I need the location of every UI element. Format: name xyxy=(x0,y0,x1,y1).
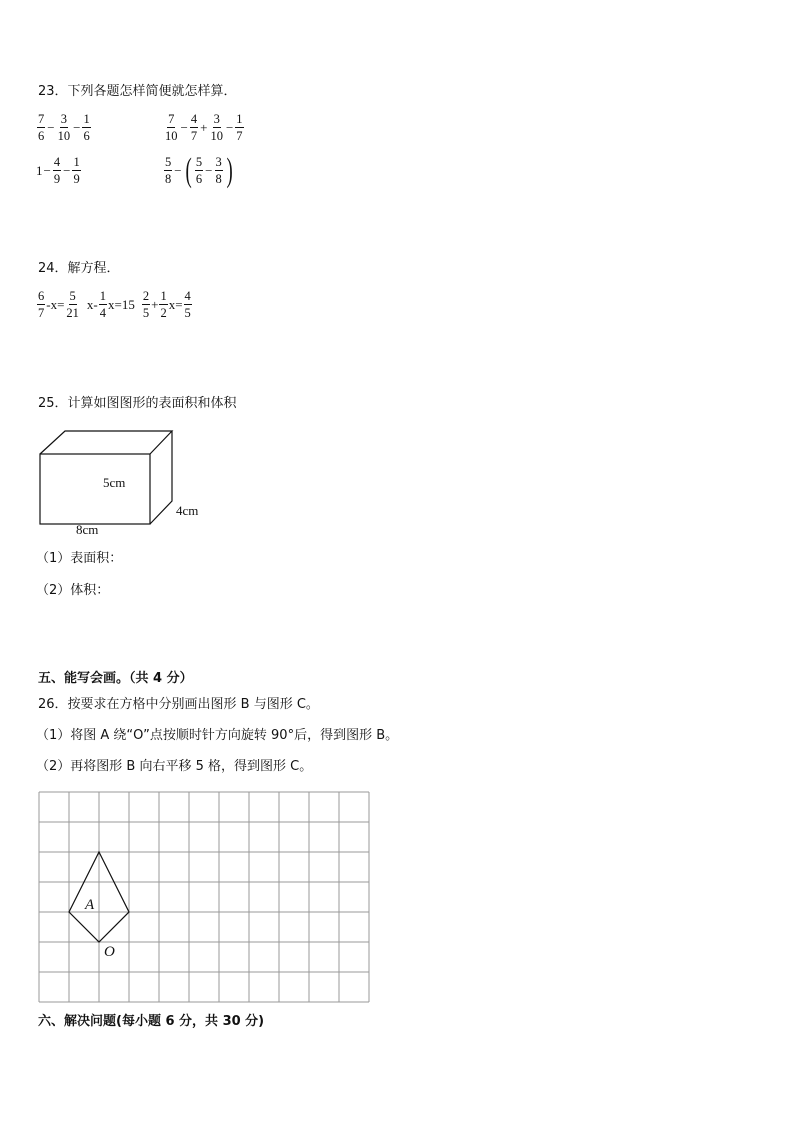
q26-step-2: （2）再将图形 B 向右平移 5 格，得到图形 C。 xyxy=(36,759,313,774)
fraction: $\frac{3}{8}$ xyxy=(215,155,222,186)
q25-title: 25．计算如图图形的表面积和体积 xyxy=(38,396,237,411)
fraction: $\frac{1}{2}$ xyxy=(160,289,167,320)
fraction: $\frac{1}{9}$ xyxy=(73,155,80,186)
q25-volume: （2）体积： xyxy=(36,583,110,598)
section-6-title: 六、解决问题(每小题 6 分，共 30 分) xyxy=(38,1014,265,1029)
q24-equations: $\frac{6}{7}$ -x= $\frac{5}{21}$ x- $\frac{1}{4}$ x=15 $\frac{2}{5}$ + $\frac{1}{2}$ x= $\frac{4}{5}$ xyxy=(38,289,191,320)
label-height: 5cm xyxy=(103,475,126,490)
fraction: $\frac{5}{6}$ xyxy=(195,155,203,186)
q26-step-1: （1）将图 A 绕“O”点按顺时针方向旋转 90°后，得到图形 B。 xyxy=(36,728,399,743)
fraction: $\frac{7}{10}$ xyxy=(165,112,178,143)
q23-expression-1: $\frac{7}{6}$ − $\frac{3}{10}$ − $\frac{1}{6}$ xyxy=(38,112,90,143)
q23-title: 23．下列各题怎样简便就怎样算． xyxy=(38,84,237,99)
fraction: $\frac{6}{7}$ xyxy=(38,289,45,320)
label-depth: 4cm xyxy=(176,503,199,518)
fraction: $\frac{1}{4}$ xyxy=(99,289,107,320)
fraction: $\frac{1}{6}$ xyxy=(83,112,90,143)
left-paren: ( xyxy=(185,151,192,189)
fraction: $\frac{5}{21}$ xyxy=(66,289,79,320)
fraction: $\frac{4}{7}$ xyxy=(190,112,198,143)
fraction: $\frac{4}{5}$ xyxy=(184,289,191,320)
q26-title: 26．按要求在方格中分别画出图形 B 与图形 C。 xyxy=(38,697,319,712)
fraction: $\frac{2}{5}$ xyxy=(142,289,150,320)
label-a: A xyxy=(85,897,95,913)
cuboid-top-face xyxy=(40,431,172,454)
fraction: $\frac{5}{8}$ xyxy=(165,155,172,186)
label-length: 8cm xyxy=(76,522,99,537)
fraction: $\frac{3}{10}$ xyxy=(210,112,223,143)
right-paren: ) xyxy=(226,151,233,189)
fraction: $\frac{3}{10}$ xyxy=(57,112,71,143)
q23-expression-4: $\frac{5}{8}$ − ( $\frac{5}{6}$ − $\frac{3}{8}$ ) xyxy=(165,151,233,189)
fraction: $\frac{7}{6}$ xyxy=(38,112,45,143)
q24-title: 24．解方程． xyxy=(38,261,120,276)
section-5-title: 五、能写会画。（共 4 分） xyxy=(38,671,193,686)
q23-expression-2: $\frac{7}{10}$ − $\frac{4}{7}$ + $\frac{3}{10}$ − $\frac{1}{7}$ xyxy=(165,112,243,143)
label-o: O xyxy=(104,944,115,960)
cuboid-side-face xyxy=(150,431,172,524)
fraction: $\frac{4}{9}$ xyxy=(53,155,61,186)
cuboid-front-face xyxy=(40,454,150,524)
fraction: $\frac{1}{7}$ xyxy=(236,112,243,143)
q23-expression-3: 1 − $\frac{4}{9}$ − $\frac{1}{9}$ xyxy=(36,155,80,186)
q25-surface-area: （1）表面积： xyxy=(36,551,123,566)
